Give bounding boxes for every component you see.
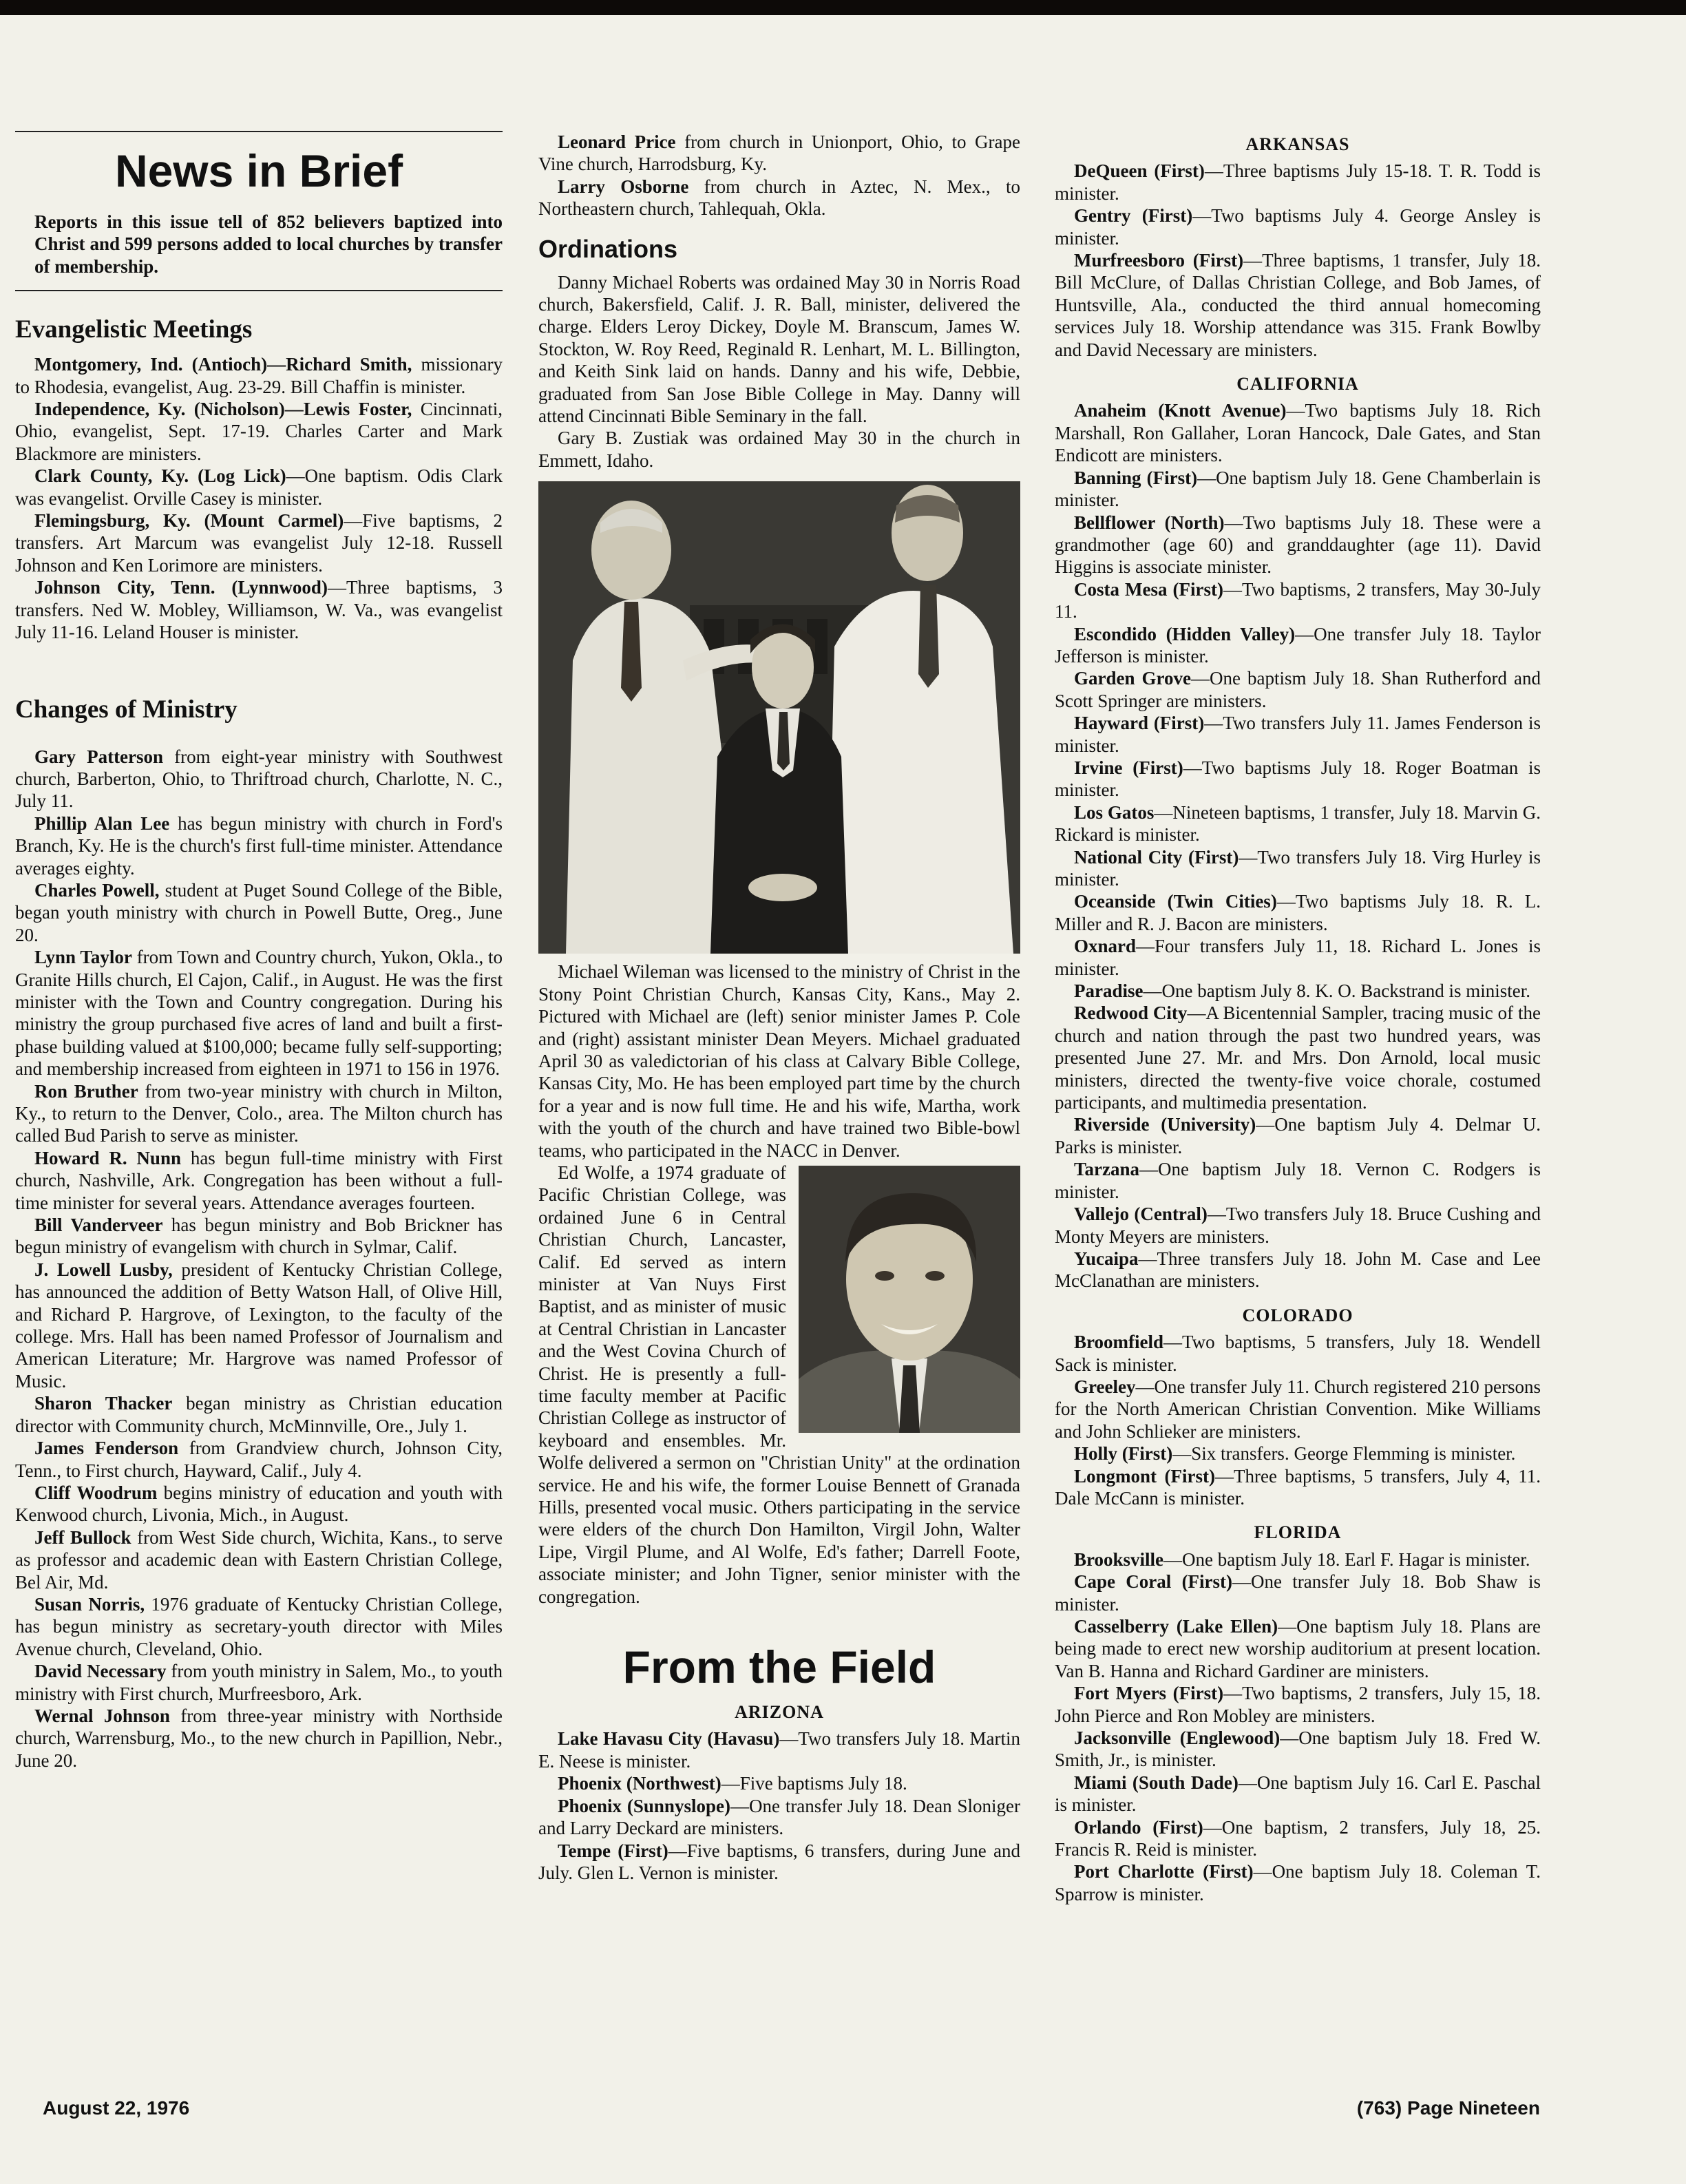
- list-item: Jacksonville (Englewood)—One baptism July 18. Fred W. Smith, Jr., is minister.: [1055, 1728, 1541, 1771]
- list-item: Ron Bruther from two-year ministry with church in Milton, Ky., to return to the Denver, Colo., area. The Milton church has called Bud Parish to serve as minister.: [15, 1080, 503, 1146]
- list-item: Anaheim (Knott Avenue)—Two baptisms July 18. Rich Marshall, Ron Gallaher, Loran Hancock, Dale Gates, and Stan Endicott are ministers.: [1055, 400, 1541, 466]
- photo-ordination-three-men: [538, 481, 1020, 954]
- list-item: Charles Powell, student at Puget Sound College of the Bible, began youth ministry with church in Powell Butte, Oreg., June 20.: [15, 879, 503, 945]
- list-item: Howard R. Nunn has begun full-time ministry with First church, Nashville, Ark. Congregation has been without a full-time minister for several years. Attendance averages fourteen.: [15, 1147, 503, 1213]
- list-item: Greeley—One transfer July 11. Church registered 210 persons for the North American Christian Convention. Mike Williams and John Schlieker are ministers.: [1055, 1376, 1541, 1442]
- list-item: Susan Norris, 1976 graduate of Kentucky Christian College, has begun ministry as secretary-youth director with Miles Avenue church, Cleveland, Ohio.: [15, 1593, 503, 1659]
- list-item: Orlando (First)—One baptism, 2 transfers, July 18, 25. Francis R. Reid is minister.: [1055, 1816, 1541, 1860]
- state-heading-colorado: COLORADO: [1242, 1305, 1353, 1325]
- top-edge-band: [0, 0, 1686, 15]
- heading-from-the-field: From the Field: [622, 1641, 936, 1693]
- list-item: Cape Coral (First)—One transfer July 18. Bob Shaw is minister.: [1055, 1571, 1541, 1615]
- list-item: Escondido (Hidden Valley)—One transfer July 18. Taylor Jefferson is minister.: [1055, 623, 1541, 666]
- footer-date: August 22, 1976: [43, 2097, 190, 2119]
- intro-summary: Reports in this issue tell of 852 believers baptized into Christ and 599 persons added to local churches by transfer of membership.: [34, 211, 503, 277]
- list-item: David Necessary from youth ministry in Salem, Mo., to youth ministry with First church, Murfreesboro, Ark.: [15, 1661, 503, 1704]
- state-heading-arizona: ARIZONA: [735, 1702, 824, 1723]
- title-rule-top: [15, 131, 503, 132]
- list-item: DeQueen (First)—Three baptisms July 15-18. T. R. Todd is minister.: [1055, 160, 1541, 204]
- list-item: Irvine (First)—Two baptisms July 18. Roger Boatman is minister.: [1055, 757, 1541, 801]
- title-rule-bottom: [15, 290, 503, 291]
- list-item: Oceanside (Twin Cities)—Two baptisms July 18. R. L. Miller and R. J. Bacon are ministers.: [1055, 891, 1541, 934]
- list-item: Los Gatos—Nineteen baptisms, 1 transfer, July 18. Marvin G. Rickard is minister.: [1055, 801, 1541, 846]
- ordination-roberts: Danny Michael Roberts was ordained May 30 in Norris Road church, Bakersfield, Calif. J. R. Ball, minister, delivered the charge. Elders Leroy Dickey, Doyle M. Branscum, James W. Stockton, W. Roy Reed, Reginald R. Lenhart, M. L. Billington, and Keith Sink laid on hands. Danny and his wife, Debbie, graduated from San Jose Bible College in May. Danny will attend Cincinnati Bible Seminary in the fall.: [538, 271, 1020, 427]
- list-item: Gentry (First)—Two baptisms July 4. George Ansley is minister.: [1055, 205, 1541, 249]
- list-item: Garden Grove—One baptism July 18. Shan Rutherford and Scott Springer are ministers.: [1055, 668, 1541, 711]
- list-item: Banning (First)—One baptism July 18. Gene Chamberlain is minister.: [1055, 467, 1541, 511]
- list-item: Cliff Woodrum begins ministry of education and youth with Kenwood church, Livonia, Mich., in August.: [15, 1482, 503, 1526]
- list-item: Montgomery, Ind. (Antioch)—Richard Smith, missionary to Rhodesia, evangelist, Aug. 23-29. Bill Chaffin is minister.: [15, 354, 503, 397]
- heading-evangelistic-meetings: Evangelistic Meetings: [15, 315, 253, 344]
- list-item: Tarzana—One baptism July 18. Vernon C. Rodgers is minister.: [1055, 1159, 1541, 1202]
- column-left: [15, 131, 503, 1772]
- list-item: Gary Patterson from eight-year ministry with Southwest church, Barberton, Ohio, to Thriftroad church, Charlotte, N. C., July 11.: [15, 746, 503, 812]
- list-item: Phillip Alan Lee has begun ministry with church in Ford's Branch, Ky. He is the church's first full-time minister. Attendance averages eighty.: [15, 812, 503, 879]
- list-item: Independence, Ky. (Nicholson)—Lewis Foster, Cincinnati, Ohio, evangelist, Sept. 17-19. Charles Carter and Mark Blackmore are ministers.: [15, 399, 503, 464]
- heading-ordinations: Ordinations: [538, 234, 678, 263]
- list-item: Clark County, Ky. (Log Lick)—One baptism. Odis Clark was evangelist. Orville Casey is minister.: [15, 465, 503, 509]
- list-item: Redwood City—A Bicentennial Sampler, tracing music of the church and nation through the past two hundred years, was presented June 27. Mr. and Mrs. Don Arnold, local music ministers, directed the twenty-five voice chorale, costumed participants, and multimedia presentation.: [1055, 1002, 1541, 1113]
- column-right: [1055, 131, 1541, 1905]
- list-item: Holly (First)—Six transfers. George Flemming is minister.: [1074, 1443, 1516, 1464]
- list-item: Lynn Taylor from Town and Country church, Yukon, Okla., to Granite Hills church, El Cajon, Calif., in August. He was the first minister with the Town and Country congregation. During his ministry the group purchased five acres of land and built a first-phase building valued at $100,000; became fully self-supporting; and membership increased from eighteen in 1971 to 156 in 1976.: [15, 947, 503, 1080]
- list-item: J. Lowell Lusby, president of Kentucky Christian College, has announced the addition of Betty Watson Hall, of Olive Hill, and Richard P. Hargrove, of Lexington, to the faculty of the college. Mrs. Hall has been named Professor of Journalism and American Literature; Mr. Hargrove was named Professor of Music.: [15, 1259, 503, 1392]
- photo-ed-wolfe-portrait: [799, 1166, 1020, 1433]
- list-item: Phoenix (Sunnyslope)—One transfer July 18. Dean Sloniger and Larry Deckard are ministers.: [538, 1795, 1020, 1839]
- photo-illustration: [538, 481, 1020, 954]
- page-title: News in Brief: [114, 145, 403, 196]
- list-item: Broomfield—Two baptisms, 5 transfers, July 18. Wendell Sack is minister.: [1055, 1332, 1541, 1375]
- state-heading-california: CALIFORNIA: [1236, 374, 1359, 395]
- list-item: Paradise—One baptism July 8. K. O. Backstrand is minister.: [1074, 980, 1530, 1002]
- ordination-wolfe: Ed Wolfe, a 1974 graduate of Pacific Christian College, was ordained June 6 in Central Christian Church, Lancaster, Calif. Ed served as intern minister at Van Nuys First Baptist, and as minister of music at Central Christian in Lancaster and the West Covina Church of Christ. He is presently a full-time faculty member at Pacific Christian College as instructor of keyboard and ensembles. Mr. Wolfe delivered a sermon on "Christian Unity" at the ordination service. He and his wife, the former Louise Bennett of Granada Hills, presented vocal music. Others participating in the service were elders of the church Don Hamilton, Virgil John, Walter Lipe, Virgil Plume, and Al Wolfe, Ed's father; Darrell Foote, associate minister; and John Tigner, senior minister with the congregation.: [538, 1162, 1020, 1607]
- list-item: Yucaipa—Three transfers July 18. John M. Case and Lee McClanathan are ministers.: [1055, 1248, 1541, 1292]
- list-item: Johnson City, Tenn. (Lynnwood)—Three baptisms, 3 transfers. Ned W. Mobley, Williamson, W. Va., was evangelist July 11-16. Leland Houser is minister.: [15, 577, 503, 643]
- list-item: Tempe (First)—Five baptisms, 6 transfers, during June and July. Glen L. Vernon is minister.: [538, 1840, 1020, 1883]
- column-middle: [538, 131, 1020, 1884]
- footer-page-number: (763) Page Nineteen: [1356, 2097, 1540, 2119]
- state-heading-arkansas: ARKANSAS: [1245, 134, 1350, 154]
- list-item: Hayward (First)—Two transfers July 11. James Fenderson is minister.: [1055, 713, 1541, 756]
- list-item: Lake Havasu City (Havasu)—Two transfers July 18. Martin E. Neese is minister.: [538, 1728, 1020, 1772]
- ordination-wileman: Michael Wileman was licensed to the ministry of Christ in the Stony Point Christian Church, Kansas City, Kans., May 2. Pictured with Michael are (left) senior minister James P. Cole and (right) assistant minister Dean Meyers. Michael graduated April 30 as valedictorian of his class at Calvary Bible College, Kansas City, Mo. He has been employed part time by the church for a year and is now full time. He and his wife, Martha, work with the youth of the church and have trained two Bible-bowl teams, who participated in the NACC in Denver.: [538, 961, 1020, 1161]
- list-item: National City (First)—Two transfers July 18. Virg Hurley is minister.: [1055, 846, 1541, 890]
- list-item: Bill Vanderveer has begun ministry and Bob Brickner has begun ministry of evangelism with church in Sylmar, Calif.: [15, 1215, 503, 1258]
- list-item: Brooksville—One baptism July 18. Earl F. Hagar is minister.: [1074, 1548, 1530, 1570]
- changes-list: [15, 746, 503, 1772]
- list-item: Port Charlotte (First)—One baptism July 18. Coleman T. Sparrow is minister.: [1055, 1861, 1541, 1904]
- list-item: Riverside (University)—One baptism July 4. Delmar U. Parks is minister.: [1055, 1114, 1541, 1157]
- list-item: Bellflower (North)—Two baptisms July 18. These were a grandmother (age 60) and granddaughter (age 11). David Higgins is associate minister.: [1055, 512, 1541, 578]
- list-item: Vallejo (Central)—Two transfers July 18. Bruce Cushing and Monty Meyers are ministers.: [1055, 1204, 1541, 1247]
- list-item: Larry Osborne from church in Aztec, N. Mex., to Northeastern church, Tahlequah, Okla.: [538, 176, 1020, 220]
- list-item: Oxnard—Four transfers July 11, 18. Richard L. Jones is minister.: [1055, 936, 1541, 979]
- ordination-zustiak: Gary B. Zustiak was ordained May 30 in the church in Emmett, Idaho.: [538, 428, 1020, 471]
- list-item: Jeff Bullock from West Side church, Wichita, Kans., to serve as professor and academic dean with Eastern Christian College, Bel Air, Md.: [15, 1526, 503, 1593]
- list-item: Phoenix (Northwest)—Five baptisms July 18.: [558, 1773, 907, 1794]
- list-item: Murfreesboro (First)—Three baptisms, 1 transfer, July 18. Bill McClure, of Dallas Christian College, and Bob James, of Huntsville, Ala., conducted the third annual homecoming services July 18. Worship attendance was 315. Frank Bowlby and David Necessary are ministers.: [1055, 250, 1541, 360]
- list-item: Casselberry (Lake Ellen)—One baptism July 18. Plans are being made to erect new worship auditorium at present location. Van B. Hanna and Richard Gardiner are ministers.: [1055, 1616, 1541, 1681]
- list-item: Miami (South Dade)—One baptism July 16. Carl E. Paschal is minister.: [1055, 1772, 1541, 1816]
- list-item: Costa Mesa (First)—Two baptisms, 2 transfers, May 30-July 11.: [1055, 578, 1541, 622]
- list-item: Sharon Thacker began ministry as Christian education director with Community church, McMinnville, Ore., July 1.: [15, 1393, 503, 1436]
- portrait-illustration: [799, 1166, 1020, 1433]
- state-heading-florida: FLORIDA: [1254, 1522, 1342, 1543]
- list-item: Fort Myers (First)—Two baptisms, 2 transfers, July 15, 18. John Pierce and Ron Mobley are ministers.: [1055, 1683, 1541, 1726]
- list-item: Flemingsburg, Ky. (Mount Carmel)—Five baptisms, 2 transfers. Art Marcum was evangelist July 12-18. Russell Johnson and Ken Lorimore are ministers.: [15, 510, 503, 576]
- heading-changes-of-ministry: Changes of Ministry: [15, 695, 238, 724]
- list-item: Longmont (First)—Three baptisms, 5 transfers, July 4, 11. Dale McCann is minister.: [1055, 1465, 1541, 1509]
- evangelistic-list: [15, 353, 503, 643]
- list-item: Wernal Johnson from three-year ministry with Northside church, Warrensburg, Mo., to the new church in Papillion, Nebr., June 20.: [15, 1705, 503, 1771]
- list-item: Leonard Price from church in Unionport, Ohio, to Grape Vine church, Harrodsburg, Ky.: [538, 132, 1020, 175]
- list-item: James Fenderson from Grandview church, Johnson City, Tenn., to First church, Hayward, Calif., July 4.: [15, 1438, 503, 1481]
